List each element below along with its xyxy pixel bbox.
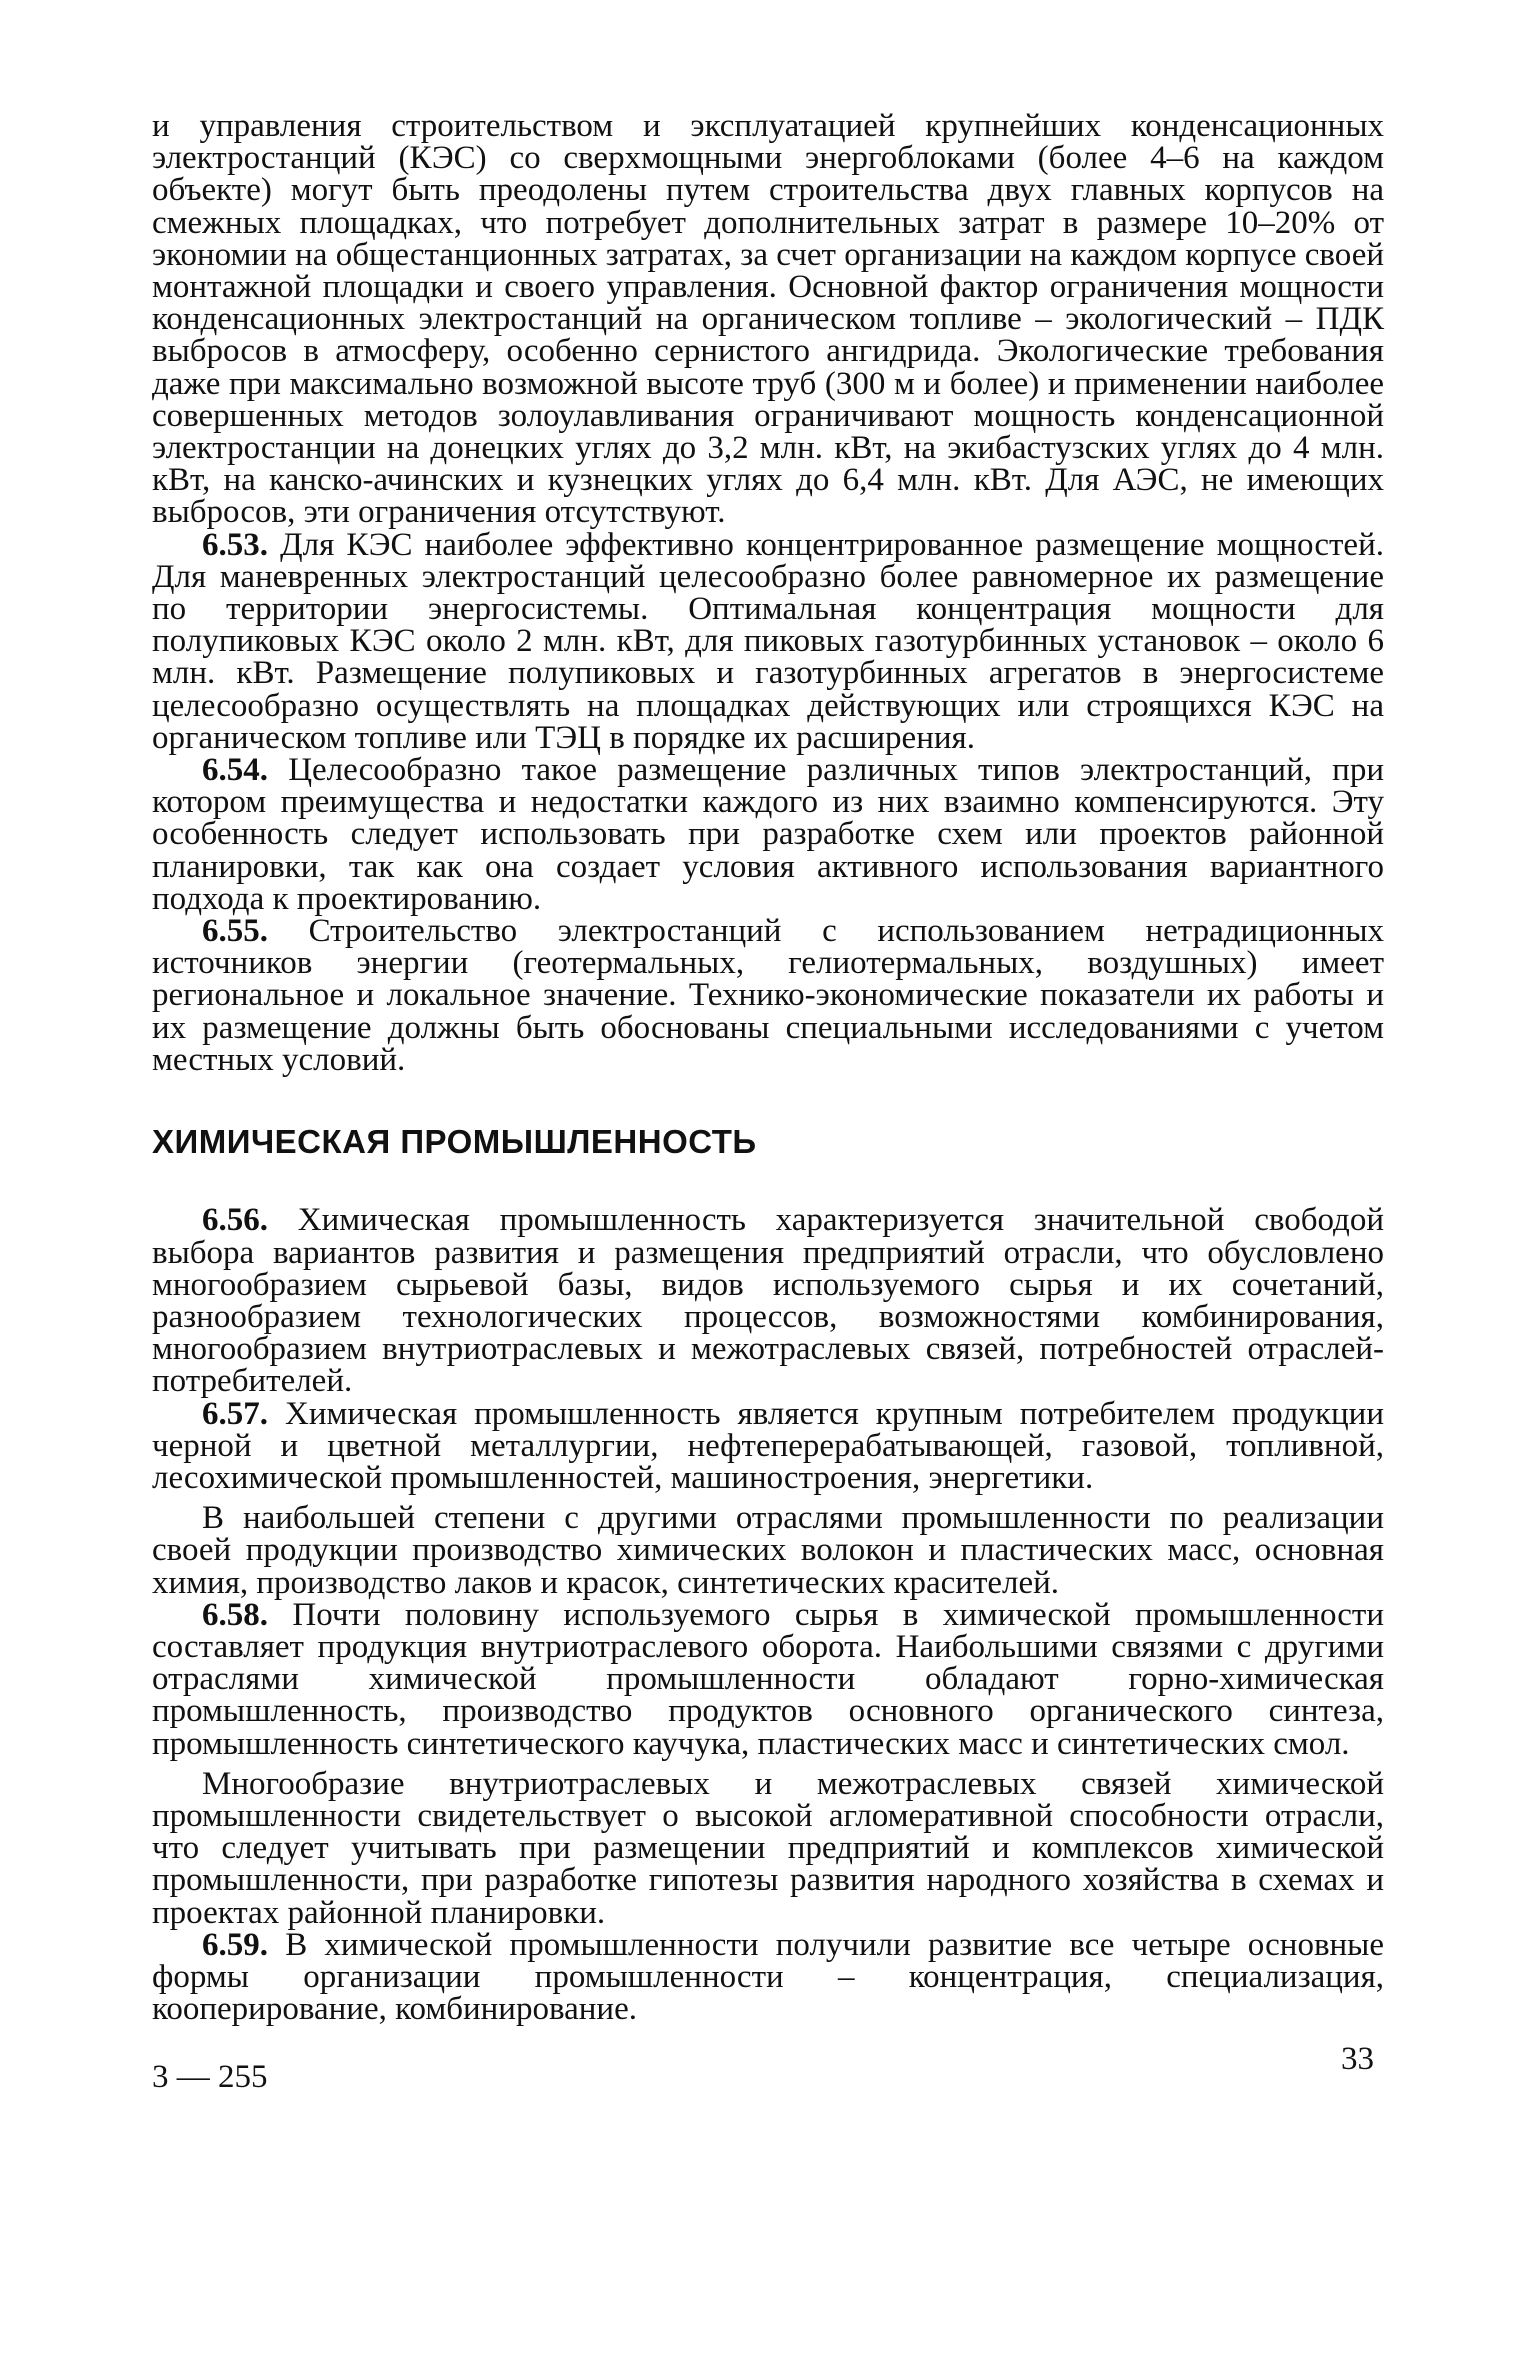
paragraph-6-57 bbox=[152, 1395, 1384, 1496]
paragraph-0 bbox=[152, 110, 1384, 529]
paragraph-number: 6.58. bbox=[202, 1596, 268, 1633]
paragraph-6-56 bbox=[152, 1202, 1384, 1400]
paragraph-6-53 bbox=[152, 526, 1384, 756]
paragraph-continuation-1 bbox=[152, 1502, 1384, 1599]
section-heading: ХИМИЧЕСКАЯ ПРОМЫШЛЕННОСТЬ bbox=[152, 1123, 757, 1161]
paragraph-text: Целесообразно такое размещение различных типов электростанций, при котором преимущества и недостатки каждого из них взаимно компенсируются. Эту особенность следует использовать при разработке схем или проектов районной планировки, так как она создает условия активного использования вариантного подхода к проектированию. bbox=[152, 752, 1385, 917]
paragraph-6-54 bbox=[152, 754, 1384, 915]
paragraph-number: 6.56. bbox=[202, 1202, 268, 1239]
paragraph-6-59 bbox=[152, 1926, 1384, 2028]
paragraph-text: Химическая промышленность характеризуется значительной свободой выбора вариантов развития и размещения предприятий отрасли, что обусловлено многообразием сырьевой базы, видов используемого сырья и их сочетаний, разнообразием технологических процессов, возможностями комбинирования, многообразием внутриотраслевых и межотраслевых связей, потребностей отраслей-потребителей. bbox=[152, 1202, 1384, 1400]
document-page bbox=[152, 110, 1384, 2310]
paragraph-number: 6.53. bbox=[202, 526, 268, 563]
paragraph-number: 6.59. bbox=[202, 1926, 268, 1963]
page-footer bbox=[152, 2031, 1384, 2101]
page-number: 33 bbox=[1341, 2041, 1374, 2078]
paragraph-text: В наибольшей степени с другими отраслями промышленности по реализации своей продукции производство химических волокон и пластических масс, основная химия, производство лаков и красок, синтетических красителей. bbox=[152, 1500, 1384, 1601]
paragraph-number: 6.57. bbox=[202, 1395, 268, 1432]
paragraph-text: Для КЭС наиболее эффективно концентрированное размещение мощностей. Для маневренных электростанций целесообразно более равномерное их размещение по территории энергосистемы. Оптимальная концентрация мощности для полупиковых КЭС около 2 млн. кВт, для пиковых газотурбинных установок – около 6 млн. кВт. Размещение полупиковых и газотурбинных агрегатов в энергосистеме целесообразно осуществлять на площадках действующих или строящихся КЭС на органическом топливе или ТЭЦ в порядке их расширения. bbox=[152, 526, 1384, 756]
paragraph-text: и управления строительством и эксплуатацией крупнейших конденсационных электростанций (КЭС) со сверхмощными энергоблоками (более 4–6 на каждом объекте) могут быть преодолены путем строительства двух главных корпусов на смежных площадках, что потребует дополнительных затрат в размере 10–20% от экономии на общестанционных затратах, за счет организации на каждом корпусе своей монтажной площадки и своего управления. Основной фактор ограничения мощности конденсационных электростанций на органическом топливе – экологический – ПДК выбросов в атмосферу, особенно сернистого ангидрида. Экологические требования даже при максимально возможной высоте труб (300 м и более) и применении наиболее совершенных методов золоулавливания ограничивают мощность конденсационной электростанции на донецких углях до 3,2 млн. кВт, на экибастузских углях до 4 млн. кВт, на канско-ачинских и кузнецких углях до 6,4 млн. кВт. Для АЭС, не имеющих выбросов, эти ограничения отсутствуют. bbox=[152, 108, 1384, 531]
paragraph-text: В химической промышленности получили развитие все четыре основные формы организации промышленности – концентрация, специализация, кооперирование, комбинирование. bbox=[152, 1926, 1384, 2028]
section-bottom bbox=[152, 1202, 1384, 2028]
paragraph-number: 6.55. bbox=[202, 913, 268, 950]
paragraph-text: Почти половину используемого сырья в химической промышленности составляет продукция внутриотраслевого оборота. Наибольшими связями с другими отраслями химической промышленности обладают горно-химическая промышленность, производство продуктов основного органического синтеза, промышленность синтетического каучука, пластических масс и синтетических смол. bbox=[152, 1596, 1384, 1762]
paragraph-text: Химическая промышленность является крупным потребителем продукции черной и цветной металлургии, нефтеперерабатывающей, газовой, топливной, лесохимической промышленностей, машиностроения, энергетики. bbox=[152, 1395, 1384, 1496]
paragraph-text: Многообразие внутриотраслевых и межотраслевых связей химической промышленности свидетельствует о высокой агломеративной способности отрасли, что следует учитывать при размещении предприятий и комплексов химической промышленности, при разработке гипотезы развития народного хозяйства в схемах и проектах районной планировки. bbox=[152, 1765, 1384, 1931]
section-top bbox=[152, 110, 1384, 1076]
paragraph-6-58 bbox=[152, 1596, 1384, 1762]
paragraph-6-55 bbox=[152, 915, 1384, 1076]
printer-signature: 3 — 255 bbox=[152, 2059, 268, 2096]
paragraph-text: Строительство электростанций с использованием нетрадиционных источников энергии (геотермальных, гелиотермальных, воздушных) имеет региональное и локальное значение. Технико-экономические показатели их работы и их размещение должны быть обоснованы специальными исследованиями с учетом местных условий. bbox=[152, 913, 1385, 1078]
paragraph-continuation-2 bbox=[152, 1765, 1384, 1931]
paragraph-number: 6.54. bbox=[202, 752, 268, 789]
